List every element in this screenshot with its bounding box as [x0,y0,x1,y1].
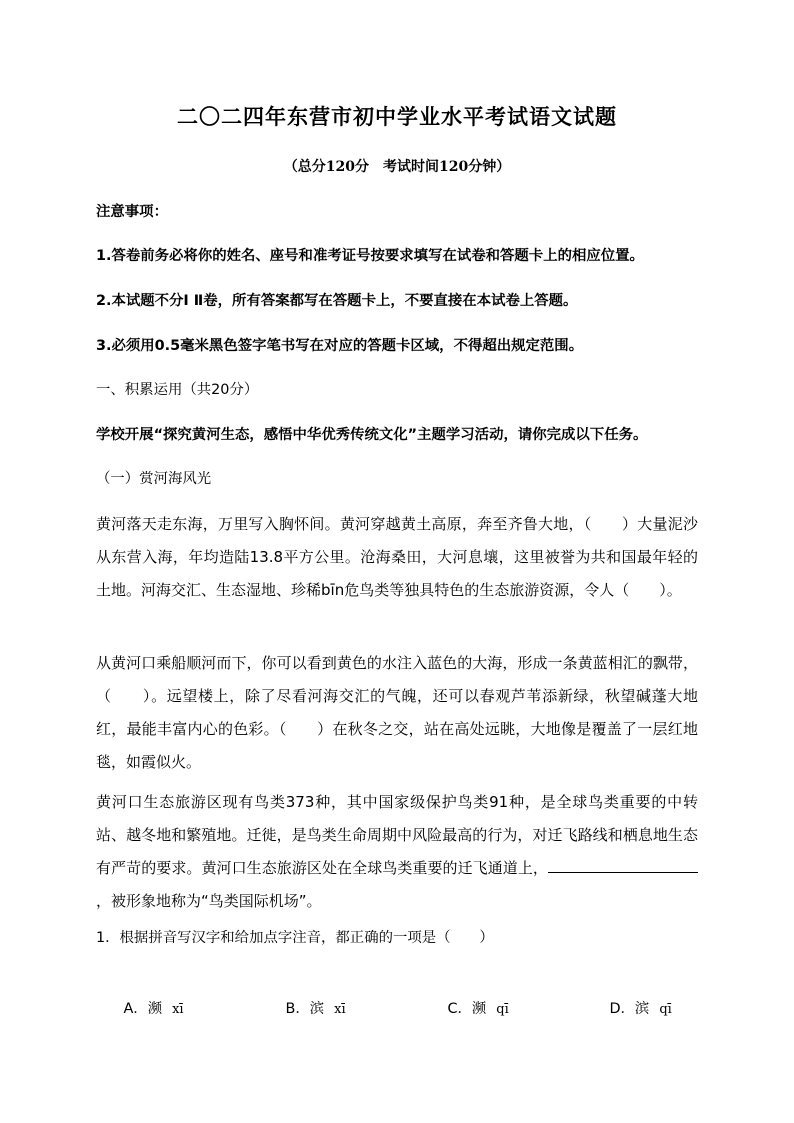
notice-item-3: 3.必须用0.5毫米黑色签字笔书写在对应的答题卡区域，不得超出规定范围。 [96,338,584,354]
passage-paragraph-2: 从黄河口乘船顺河而下，你可以看到黄色的水注入蓝色的大海，形成一条黄蓝相汇的飘带，（ ）。远望楼上，除了尽看河海交汇的气魄，还可以春观芦苇添新绿，秋望碱蓬大地红，最能丰富内心的色彩。（ ）在秋冬之交，站在高处远眺，大地像是覆盖了一层红地毯，如霞似火。 [96,654,698,771]
notice-item-2: 2.本试题不分Ⅰ Ⅱ卷，所有答案都写在答题卡上，不要直接在本试卷上答题。 [96,293,578,309]
passage-paragraph-3 [96,786,698,918]
exam-title: 二〇二四年东营市初中学业水平考试语文试题 [177,104,617,129]
question-1-stem: 1．根据拼音写汉字和给加点字注音，都正确的一项是（ ） [96,930,494,946]
passage-paragraph-1: 黄河落天走东海，万里写入胸怀间。黄河穿越黄土高原，奔至齐鲁大地，（ ）大量泥沙从东营入海，年均造陆13.8平方公里。沧海桑田，大河息壤，这里被誉为共和国最年轻的土地。河海交汇、生态湿地、珍稀bīn危鸟类等独具特色的生态旅游资源，令人（ ）。 [96,515,698,599]
fill-in-blank [548,854,698,873]
paragraph-3-text: 黄河口生态旅游区现有鸟类373种，其中国家级保护鸟类91种，是全球鸟类重要的中转站、越冬地和繁殖地。迁徙，是鸟类生命周期中风险最高的行为，对迁飞路线和栖息地生态有严苛的要求。黄河口生态旅游区处在全球鸟类重要的迁飞通道上， [96,793,698,877]
paragraph-3-tail: ，被形象地称为“鸟类国际机场”。 [96,892,322,910]
question-1-options [96,970,706,1017]
option-c[interactable]: C．濒 qī [447,1001,509,1017]
option-b[interactable]: B．滨 xī [285,1001,346,1017]
activity-intro: 学校开展“探究黄河生态，感悟中华优秀传统文化”主题学习活动，请你完成以下任务。 [96,427,648,443]
section-heading: 一、积累运用（共20分） [96,382,259,398]
exam-subtitle: （总分120分 考试时间120分钟） [283,159,511,175]
part-heading: （一）赏河海风光 [96,471,212,487]
notice-item-1: 1.答卷前务必将你的姓名、座号和准考证号按要求填写在试卷和答题卡上的相应位置。 [96,248,644,264]
option-a[interactable]: A．濒 xī [123,1001,184,1017]
notice-heading: 注意事项： [96,204,168,220]
option-d[interactable]: D．滨 qī [609,1001,672,1017]
